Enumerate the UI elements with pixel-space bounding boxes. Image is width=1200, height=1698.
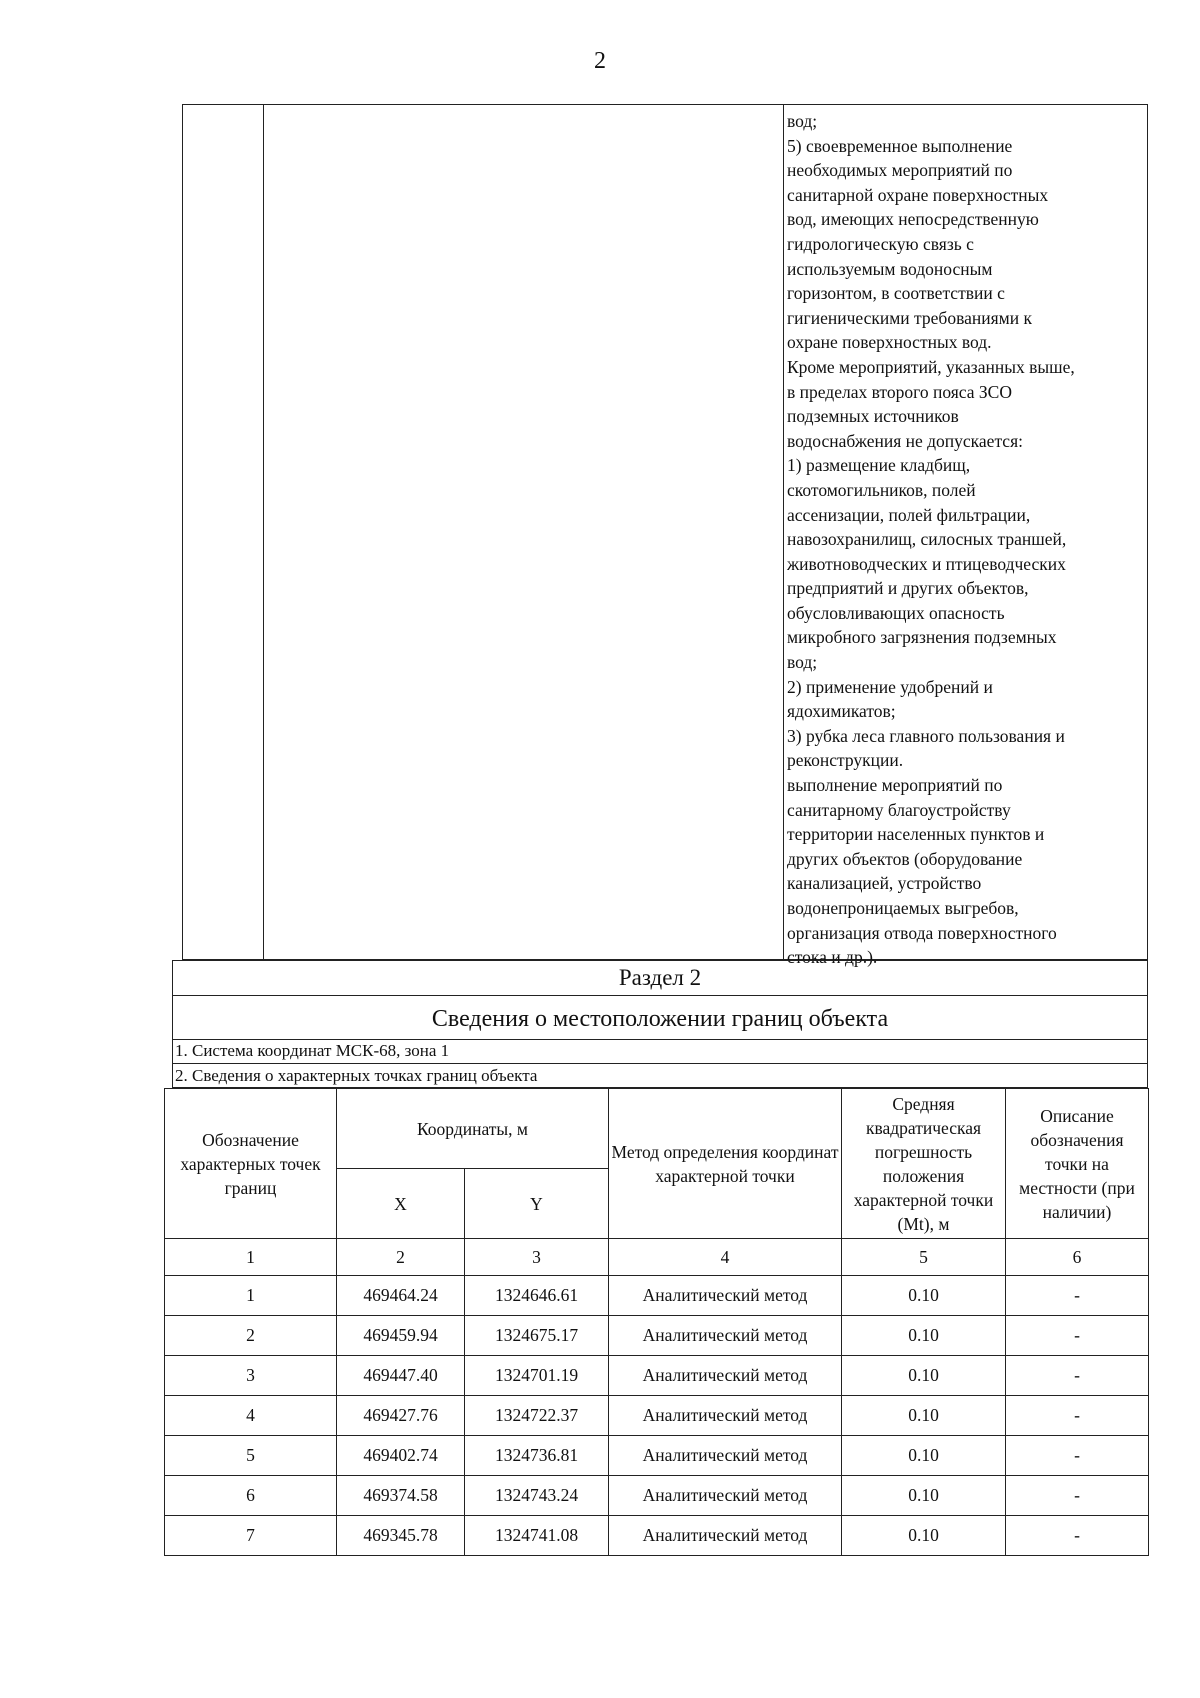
header-designation: Обозначение характерных точек границ bbox=[165, 1089, 337, 1239]
coord-y: 1324722.37 bbox=[465, 1396, 609, 1436]
table-row bbox=[165, 1396, 1149, 1436]
coord-y: 1324701.19 bbox=[465, 1356, 609, 1396]
column-number: 6 bbox=[1006, 1239, 1149, 1276]
table-column-empty-2 bbox=[263, 105, 784, 959]
coord-y: 1324675.17 bbox=[465, 1316, 609, 1356]
description: - bbox=[1006, 1436, 1149, 1476]
coord-y: 1324646.61 bbox=[465, 1276, 609, 1316]
coord-x: 469345.78 bbox=[337, 1516, 465, 1556]
section-label: Раздел 2 bbox=[172, 960, 1148, 996]
table-row bbox=[165, 1476, 1149, 1516]
coord-y: 1324743.24 bbox=[465, 1476, 609, 1516]
error: 0.10 bbox=[842, 1396, 1006, 1436]
method: Аналитический метод bbox=[609, 1356, 842, 1396]
error: 0.10 bbox=[842, 1516, 1006, 1556]
coord-x: 469402.74 bbox=[337, 1436, 465, 1476]
points-caption: 2. Сведения о характерных точках границ объекта bbox=[172, 1064, 1148, 1088]
error: 0.10 bbox=[842, 1356, 1006, 1396]
error: 0.10 bbox=[842, 1476, 1006, 1516]
method: Аналитический метод bbox=[609, 1276, 842, 1316]
table-column-empty-1 bbox=[183, 105, 264, 959]
zone-requirements-text: вод; 5) своевременное выполнение необходимых мероприятий по санитарной охране поверхностных вод, имеющих непосредственную гидрологическую связь с используемым водоносным горизонтом, в соответствии с гигиеническими требованиями к охране поверхностных вод. Кроме мероприятий, указанных выше, в пределах второго пояса ЗСО подземных источников водоснабжения не допускается: 1) размещение кладбищ, скотомогильников, полей ассенизации, полей фильтрации, навозохранилищ, силосных траншей, животноводческих и птицеводческих предприятий и других объектов, обусловливающих опасность микробного загрязнения подземных вод; 2) применение удобрений и ядохимикатов; 3) рубка леса главного пользования и реконструкции. выполнение мероприятий по санитарному благоустройству территории населенных пунктов и других объектов (оборудование канализацией, устройство водонепроницаемых выгребов, организация отвода поверхностного стока и др.). bbox=[787, 111, 1075, 968]
coord-x: 469374.58 bbox=[337, 1476, 465, 1516]
method: Аналитический метод bbox=[609, 1316, 842, 1356]
coord-x: 469447.40 bbox=[337, 1356, 465, 1396]
boundary-points-table bbox=[164, 1088, 1149, 1556]
point-id: 4 bbox=[165, 1396, 337, 1436]
table-row bbox=[165, 1356, 1149, 1396]
header-coordinates: Координаты, м bbox=[337, 1089, 609, 1169]
point-id: 5 bbox=[165, 1436, 337, 1476]
page-number: 2 bbox=[594, 48, 606, 74]
point-id: 7 bbox=[165, 1516, 337, 1556]
coord-x: 469459.94 bbox=[337, 1316, 465, 1356]
table-row bbox=[165, 1436, 1149, 1476]
column-number: 1 bbox=[165, 1239, 337, 1276]
coordinate-system: 1. Система координат МСК-68, зона 1 bbox=[172, 1040, 1148, 1064]
point-id: 3 bbox=[165, 1356, 337, 1396]
description: - bbox=[1006, 1276, 1149, 1316]
error: 0.10 bbox=[842, 1316, 1006, 1356]
coord-x: 469464.24 bbox=[337, 1276, 465, 1316]
header-y: Y bbox=[465, 1169, 609, 1239]
table-row bbox=[165, 1516, 1149, 1556]
header-error: Средняя квадратическая погрешность положения характерной точки (Mt), м bbox=[842, 1089, 1006, 1239]
description: - bbox=[1006, 1476, 1149, 1516]
column-number-row bbox=[165, 1239, 1149, 1276]
point-id: 6 bbox=[165, 1476, 337, 1516]
requirements-table-continuation bbox=[182, 104, 1148, 968]
description: - bbox=[1006, 1356, 1149, 1396]
point-id: 1 bbox=[165, 1276, 337, 1316]
error: 0.10 bbox=[842, 1276, 1006, 1316]
table-row bbox=[165, 1316, 1149, 1356]
column-number: 5 bbox=[842, 1239, 1006, 1276]
coord-y: 1324736.81 bbox=[465, 1436, 609, 1476]
coord-x: 469427.76 bbox=[337, 1396, 465, 1436]
coord-y: 1324741.08 bbox=[465, 1516, 609, 1556]
error: 0.10 bbox=[842, 1436, 1006, 1476]
point-id: 2 bbox=[165, 1316, 337, 1356]
method: Аналитический метод bbox=[609, 1436, 842, 1476]
header-description: Описание обозначения точки на местности (при наличии) bbox=[1006, 1089, 1149, 1239]
method: Аналитический метод bbox=[609, 1396, 842, 1436]
method: Аналитический метод bbox=[609, 1516, 842, 1556]
column-number: 3 bbox=[465, 1239, 609, 1276]
header-x: X bbox=[337, 1169, 465, 1239]
column-number: 4 bbox=[609, 1239, 842, 1276]
header-method: Метод определения координат характерной точки bbox=[609, 1089, 842, 1239]
description: - bbox=[1006, 1396, 1149, 1436]
table-row bbox=[165, 1276, 1149, 1316]
method: Аналитический метод bbox=[609, 1476, 842, 1516]
section-title: Сведения о местоположении границ объекта bbox=[172, 996, 1148, 1040]
description: - bbox=[1006, 1516, 1149, 1556]
column-number: 2 bbox=[337, 1239, 465, 1276]
description: - bbox=[1006, 1316, 1149, 1356]
